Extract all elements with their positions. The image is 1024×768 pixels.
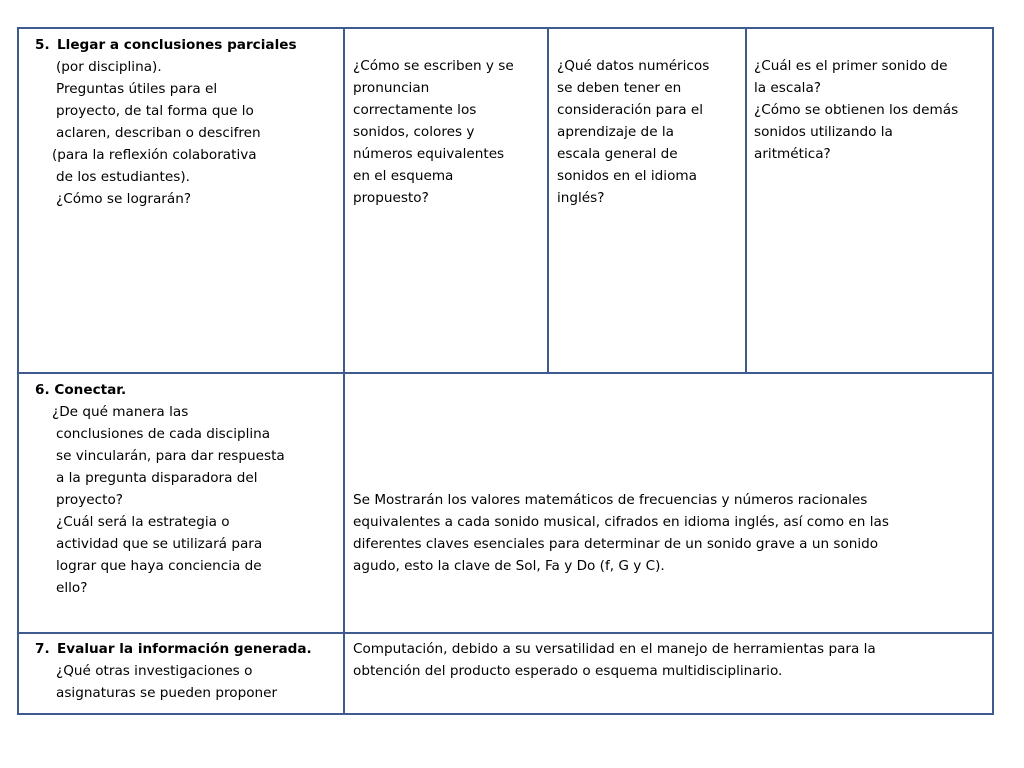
row6-line-3: se vincularán, para dar respuesta [56,448,285,464]
row5-number: 5. [35,37,50,53]
row7-heading [35,638,312,660]
row7-answer-line-1: Computación, debido a su versatilidad en el manejo de herramientas para la [353,641,876,657]
row5-col4-line-2: la escala? [754,80,821,96]
row5-col4-cell [754,55,958,165]
row5-col3-line-6: sonidos en el idioma [557,168,697,184]
row6-line-8: lograr que haya conciencia de [56,558,262,574]
row5-line-7: ¿Cómo se lograrán? [56,191,192,207]
row6-answer-line-2: equivalentes a cada sonido musical, cifrados en idioma inglés, así como en las [353,514,889,530]
row5-col2-line-2: pronuncian [353,80,430,96]
row6-line-7: actividad que se utilizará para [56,536,263,552]
table-border-bottom [17,713,994,715]
row7-line-1: ¿Qué otras investigaciones o [56,663,253,679]
row6-title: 6. Conectar. [35,382,127,398]
row7-line-2: asignaturas se pueden proponer [56,685,278,701]
row5-col3-cell [557,55,709,209]
row5-label-cell [35,34,297,210]
row5-col3-line-2: se deben tener en [557,80,682,96]
row5-col3-line-3: consideración para el [557,102,704,118]
row5-col2-line-3: correctamente los [353,102,477,118]
row6-answer-cell [353,489,889,577]
row6-answer-line-1: Se Mostrarán los valores matemáticos de frecuencias y números racionales [353,492,868,508]
row5-col3-line-7: inglés? [557,190,605,206]
column-divider-2 [547,27,549,374]
row-divider-2 [17,632,994,634]
table-border-right [992,27,994,715]
row6-line-9: ello? [56,580,88,596]
row5-title: Llegar a conclusiones parciales [57,37,297,53]
row5-line-4: aclaren, describan o descifren [56,125,261,141]
row5-col2-line-4: sonidos, colores y [353,124,475,140]
row-divider-1 [17,372,994,374]
table-border-left [17,27,19,715]
row6-line-2: conclusiones de cada disciplina [56,426,271,442]
row6-line-5: proyecto? [56,492,123,508]
row5-col3-line-1: ¿Qué datos numéricos [557,58,710,74]
row5-col3-line-5: escala general de [557,146,678,162]
row5-col2-line-6: en el esquema [353,168,454,184]
row5-line-6: de los estudiantes). [56,169,190,185]
column-divider-1 [343,27,345,715]
row6-line-6: ¿Cuál será la estrategia o [56,514,230,530]
row7-answer-line-2: obtención del producto esperado o esquema multidisciplinario. [353,663,783,679]
row6-answer-line-4: agudo, esto la clave de Sol, Fa y Do (f, G y C). [353,558,665,574]
row5-heading [35,34,297,56]
row5-col4-line-4: sonidos utilizando la [754,124,893,140]
row6-label-cell [35,379,285,599]
row7-title: Evaluar la información generada. [57,641,312,657]
row6-line-1: ¿De qué manera las [52,404,189,420]
row6-line-4: a la pregunta disparadora del [56,470,258,486]
planning-table [17,27,994,715]
row5-col2-cell [353,55,514,209]
row5-col2-line-1: ¿Cómo se escriben y se [353,58,514,74]
column-divider-3 [745,27,747,374]
row5-col4-line-5: aritmética? [754,146,831,162]
row5-line-1: (por disciplina). [56,59,162,75]
table-border-top [17,27,994,29]
row6-answer-line-3: diferentes claves esenciales para determinar de un sonido grave a un sonido [353,536,879,552]
row5-line-2: Preguntas útiles para el [56,81,218,97]
row7-number: 7. [35,641,50,657]
row5-col4-line-1: ¿Cuál es el primer sonido de [754,58,948,74]
row5-col4-line-3: ¿Cómo se obtienen los demás [754,102,959,118]
row7-answer-cell [353,638,876,682]
row5-line-3: proyecto, de tal forma que lo [56,103,254,119]
row7-label-cell [35,638,312,704]
row5-col2-line-7: propuesto? [353,190,429,206]
row5-line-5: (para la reflexión colaborativa [52,147,257,163]
row5-col3-line-4: aprendizaje de la [557,124,674,140]
row5-col2-line-5: números equivalentes [353,146,505,162]
